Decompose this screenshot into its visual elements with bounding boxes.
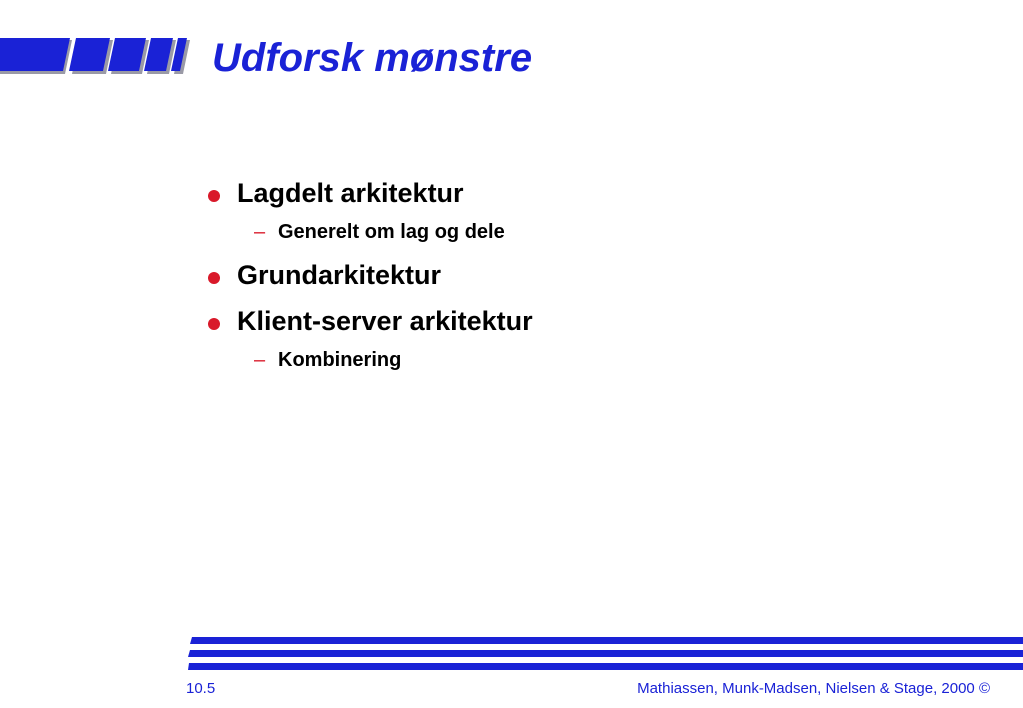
bullet-item-grundarkitektur: [208, 258, 533, 292]
page-number: 10.5: [186, 680, 216, 697]
sub-bullet-label: Generelt om lag og dele: [278, 221, 505, 243]
sub-bullet-item: [237, 348, 533, 372]
red-dot-bullet-icon: [208, 272, 220, 284]
red-dot-bullet-icon: [208, 190, 220, 202]
bullet-label: Grundarkitektur: [237, 260, 442, 290]
dash-marker: –: [254, 349, 266, 371]
title-bars-decoration: [0, 38, 190, 76]
bullet-item-klient-server: [208, 304, 533, 372]
bullet-label: Klient-server arkitektur: [237, 306, 533, 336]
footer-stripes-decoration: [188, 635, 1023, 671]
red-dot-bullet-icon: [208, 318, 220, 330]
sub-bullet-label: Kombinering: [278, 349, 402, 371]
copyright-text: Mathiassen, Munk-Madsen, Nielsen & Stage, 2000 ©: [637, 680, 990, 697]
slide-title: Udforsk mønstre: [212, 36, 533, 80]
dash-marker: –: [254, 221, 266, 243]
bullet-list: [208, 176, 533, 386]
sub-bullet-item: [237, 220, 533, 244]
bullet-label: Lagdelt arkitektur: [237, 178, 464, 208]
bullet-item-lagdelt: [208, 176, 533, 244]
